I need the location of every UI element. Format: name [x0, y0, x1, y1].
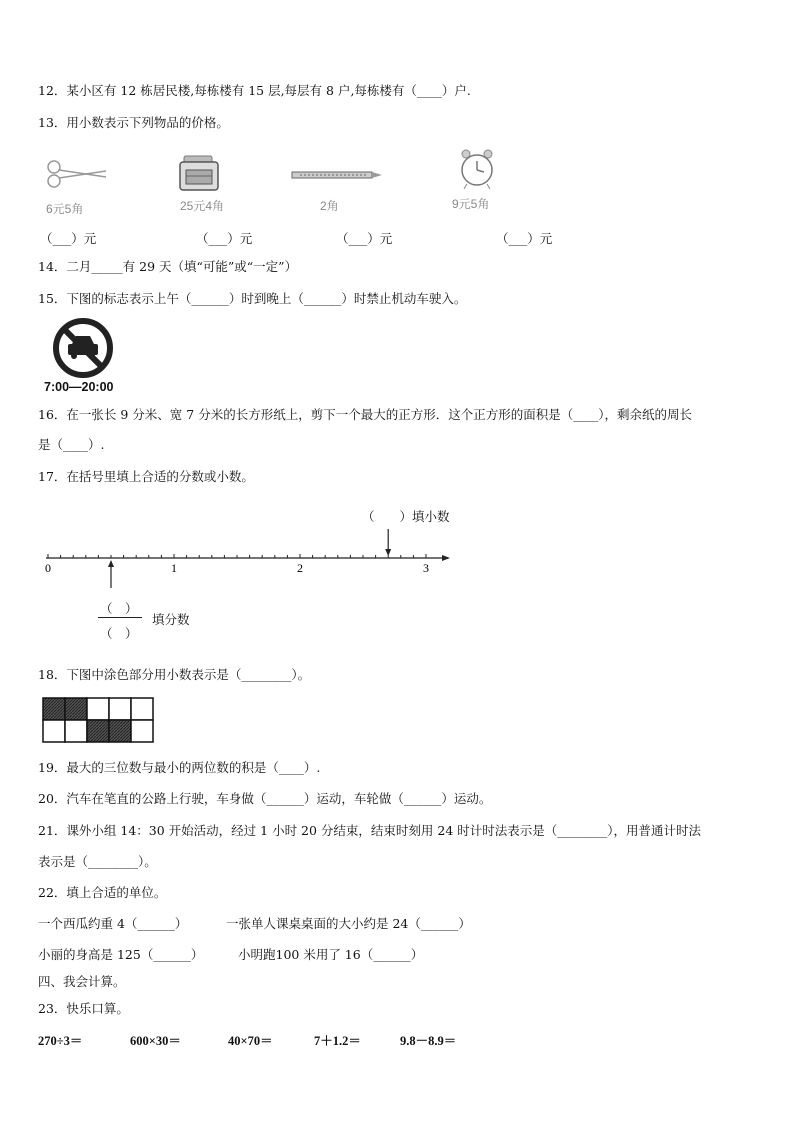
calc-item: 270÷3＝ [38, 1034, 83, 1048]
shaded-cell [87, 720, 109, 742]
grid-cell [131, 720, 153, 742]
fraction-label: 填分数 [152, 612, 190, 627]
shaded-cell [43, 698, 65, 720]
question-16: 16．在一张长 9 分米、宽 7 分米的长方形纸上，剪下一个最大的正方形．这个正方形的面积是（____），剩余纸的周长 [38, 407, 692, 422]
unit-item: 小明跑100 米用了 16（______） [238, 947, 424, 962]
unit-item: 一张单人课桌桌面的大小约是 24（______） [226, 916, 471, 931]
decimal-arrowhead [385, 549, 391, 556]
answer-blank[interactable]: （___）元 [196, 231, 253, 246]
tick-label: 1 [171, 561, 177, 575]
question-21-continued: 表示是（________）。 [38, 854, 157, 869]
question-17: 17．在括号里填上合适的分数或小数。 [38, 469, 254, 484]
fraction-bar [98, 617, 142, 618]
shaded-cell [109, 720, 131, 742]
grid-cell [87, 698, 109, 720]
bag-icon [178, 154, 226, 194]
question-19: 19．最大的三位数与最小的两位数的积是（____）. [38, 760, 321, 775]
tick-label: 0 [45, 561, 51, 575]
sign-time-label: 7:00—20:00 [44, 380, 114, 394]
no-motor-vehicles-icon [52, 318, 118, 380]
question-23: 23．快乐口算。 [38, 1001, 129, 1016]
shaded-cell [65, 698, 87, 720]
unit-item: 小丽的身高是 125（______） [38, 947, 204, 962]
answer-blank[interactable]: （___）元 [40, 231, 97, 246]
price-label: 9元5角 [452, 197, 490, 211]
tick-label: 2 [297, 561, 303, 575]
question-14: 14．二月_____有 29 天（填“可能”或“一定”） [38, 259, 298, 274]
question-15: 15．下图的标志表示上午（______）时到晚上（______）时禁止机动车驶入。 [38, 291, 467, 306]
question-21: 21．课外小组 14：30 开始活动，经过 1 小时 20 分结束，结束时刻用 24 时计时法表示是（________），用普通计时法 [38, 823, 702, 838]
question-22: 22．填上合适的单位。 [38, 885, 167, 900]
price-label: 2角 [320, 199, 339, 213]
calc-item: 40×70＝ [228, 1034, 273, 1048]
calc-item: 600×30＝ [130, 1034, 181, 1048]
fraction-numerator-blank[interactable]: （ ） [100, 601, 138, 616]
pencil-icon [290, 170, 384, 180]
grid-cell [43, 720, 65, 742]
question-12: 12．某小区有 12 栋居民楼,每栋楼有 15 层,每层有 8 户,每栋楼有（____）户. [38, 83, 471, 98]
scissors-icon [44, 157, 110, 191]
question-18: 18．下图中涂色部分用小数表示是（________）。 [38, 667, 311, 682]
price-label: 25元4角 [180, 199, 225, 213]
unit-item: 一个西瓜约重 4（______） [38, 916, 188, 931]
answer-blank[interactable]: （___）元 [336, 231, 393, 246]
grid-cell [131, 698, 153, 720]
decimal-blank[interactable]: （ ）填小数 [362, 509, 450, 524]
question-20: 20．汽车在笔直的公路上行驶，车身做（______）运动，车轮做（______）运动。 [38, 791, 492, 806]
question-13: 13．用小数表示下列物品的价格。 [38, 115, 229, 130]
grid-cell [65, 720, 87, 742]
question-16-continued: 是（____）. [38, 437, 105, 452]
number-line-arrowhead [442, 555, 450, 561]
grid-cell [109, 698, 131, 720]
shaded-grid [42, 697, 154, 743]
fraction-denominator-blank[interactable]: （ ） [100, 626, 138, 641]
alarm-clock-icon [458, 148, 496, 190]
section-heading: 四、我会计算。 [38, 974, 126, 989]
tick-label: 3 [423, 561, 429, 575]
answer-blank[interactable]: （___）元 [496, 231, 553, 246]
fraction-arrowhead [108, 560, 114, 567]
calc-item: 9.8－8.9＝ [400, 1034, 457, 1048]
price-label: 6元5角 [46, 202, 84, 216]
calc-item: 7＋1.2＝ [314, 1034, 361, 1048]
